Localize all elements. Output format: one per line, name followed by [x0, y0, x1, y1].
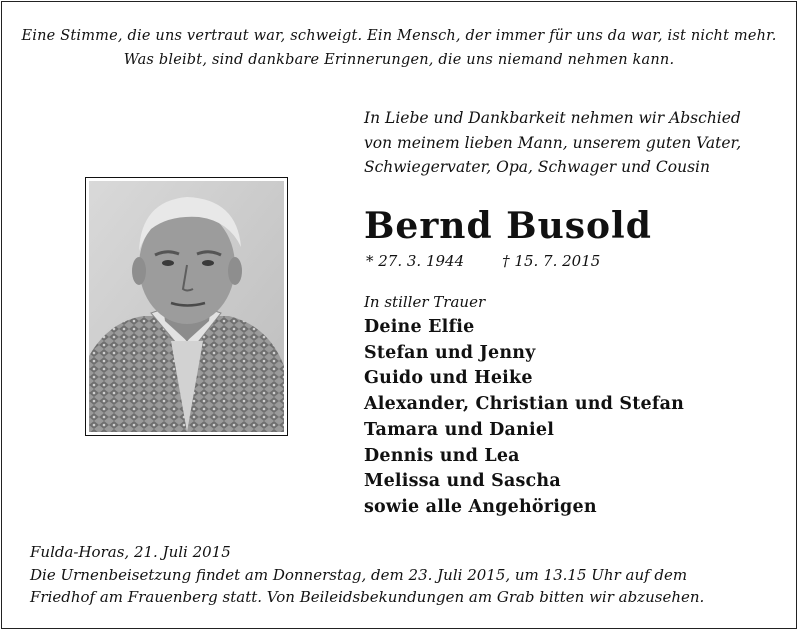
intro-line-3: Schwiegervater, Opa, Schwager und Cousin	[364, 158, 710, 176]
intro-line-2: von meinem lieben Mann, unserem guten Vater,	[364, 133, 742, 152]
mourner-entry: sowie alle Angehörigen	[364, 496, 597, 517]
motto-line-2: Was bleibt, sind dankbare Erinnerungen, die uns niemand nehmen kann.	[123, 52, 675, 68]
burial-notice-line-2: Friedhof am Frauenberg statt. Von Beileidsbekundungen am Grab bitten wir abzusehen.	[30, 588, 705, 606]
burial-notice-line-1: Die Urnenbeisetzung findet am Donnerstag, dem 23. Juli 2015, um 13.15 Uhr auf dem	[30, 565, 688, 584]
mourner-entry: Melissa und Sascha	[364, 471, 561, 492]
mourner-entry: Stefan und Jenny	[364, 342, 536, 363]
footer	[30, 541, 780, 609]
mourning-label: In stiller Trauer	[364, 293, 486, 311]
mourner-entry: Alexander, Christian und Stefan	[364, 394, 685, 415]
motto	[2, 24, 796, 72]
mourners-list	[364, 315, 684, 521]
intro-text	[364, 106, 794, 180]
birth-date: * 27. 3. 1944	[366, 252, 465, 270]
mourner-entry: Tamara und Daniel	[364, 419, 555, 440]
place-date: Fulda-Horas, 21. Juli 2015	[30, 543, 231, 561]
mourner-entry: Dennis und Lea	[364, 445, 520, 466]
deceased-name: Bernd Busold	[364, 205, 652, 247]
mourner-entry: Guido und Heike	[364, 368, 533, 389]
obituary-card	[1, 1, 797, 629]
intro-line-1: In Liebe und Dankbarkeit nehmen wir Abschied	[364, 109, 741, 127]
portrait-image	[89, 181, 284, 432]
portrait-photo	[85, 177, 288, 436]
life-dates	[366, 250, 600, 272]
death-date: † 15. 7. 2015	[502, 252, 601, 270]
mourner-entry: Deine Elfie	[364, 317, 475, 337]
motto-line-1: Eine Stimme, die uns vertraut war, schweigt. Ein Mensch, der immer für uns da war, ist nicht mehr.	[21, 28, 777, 44]
